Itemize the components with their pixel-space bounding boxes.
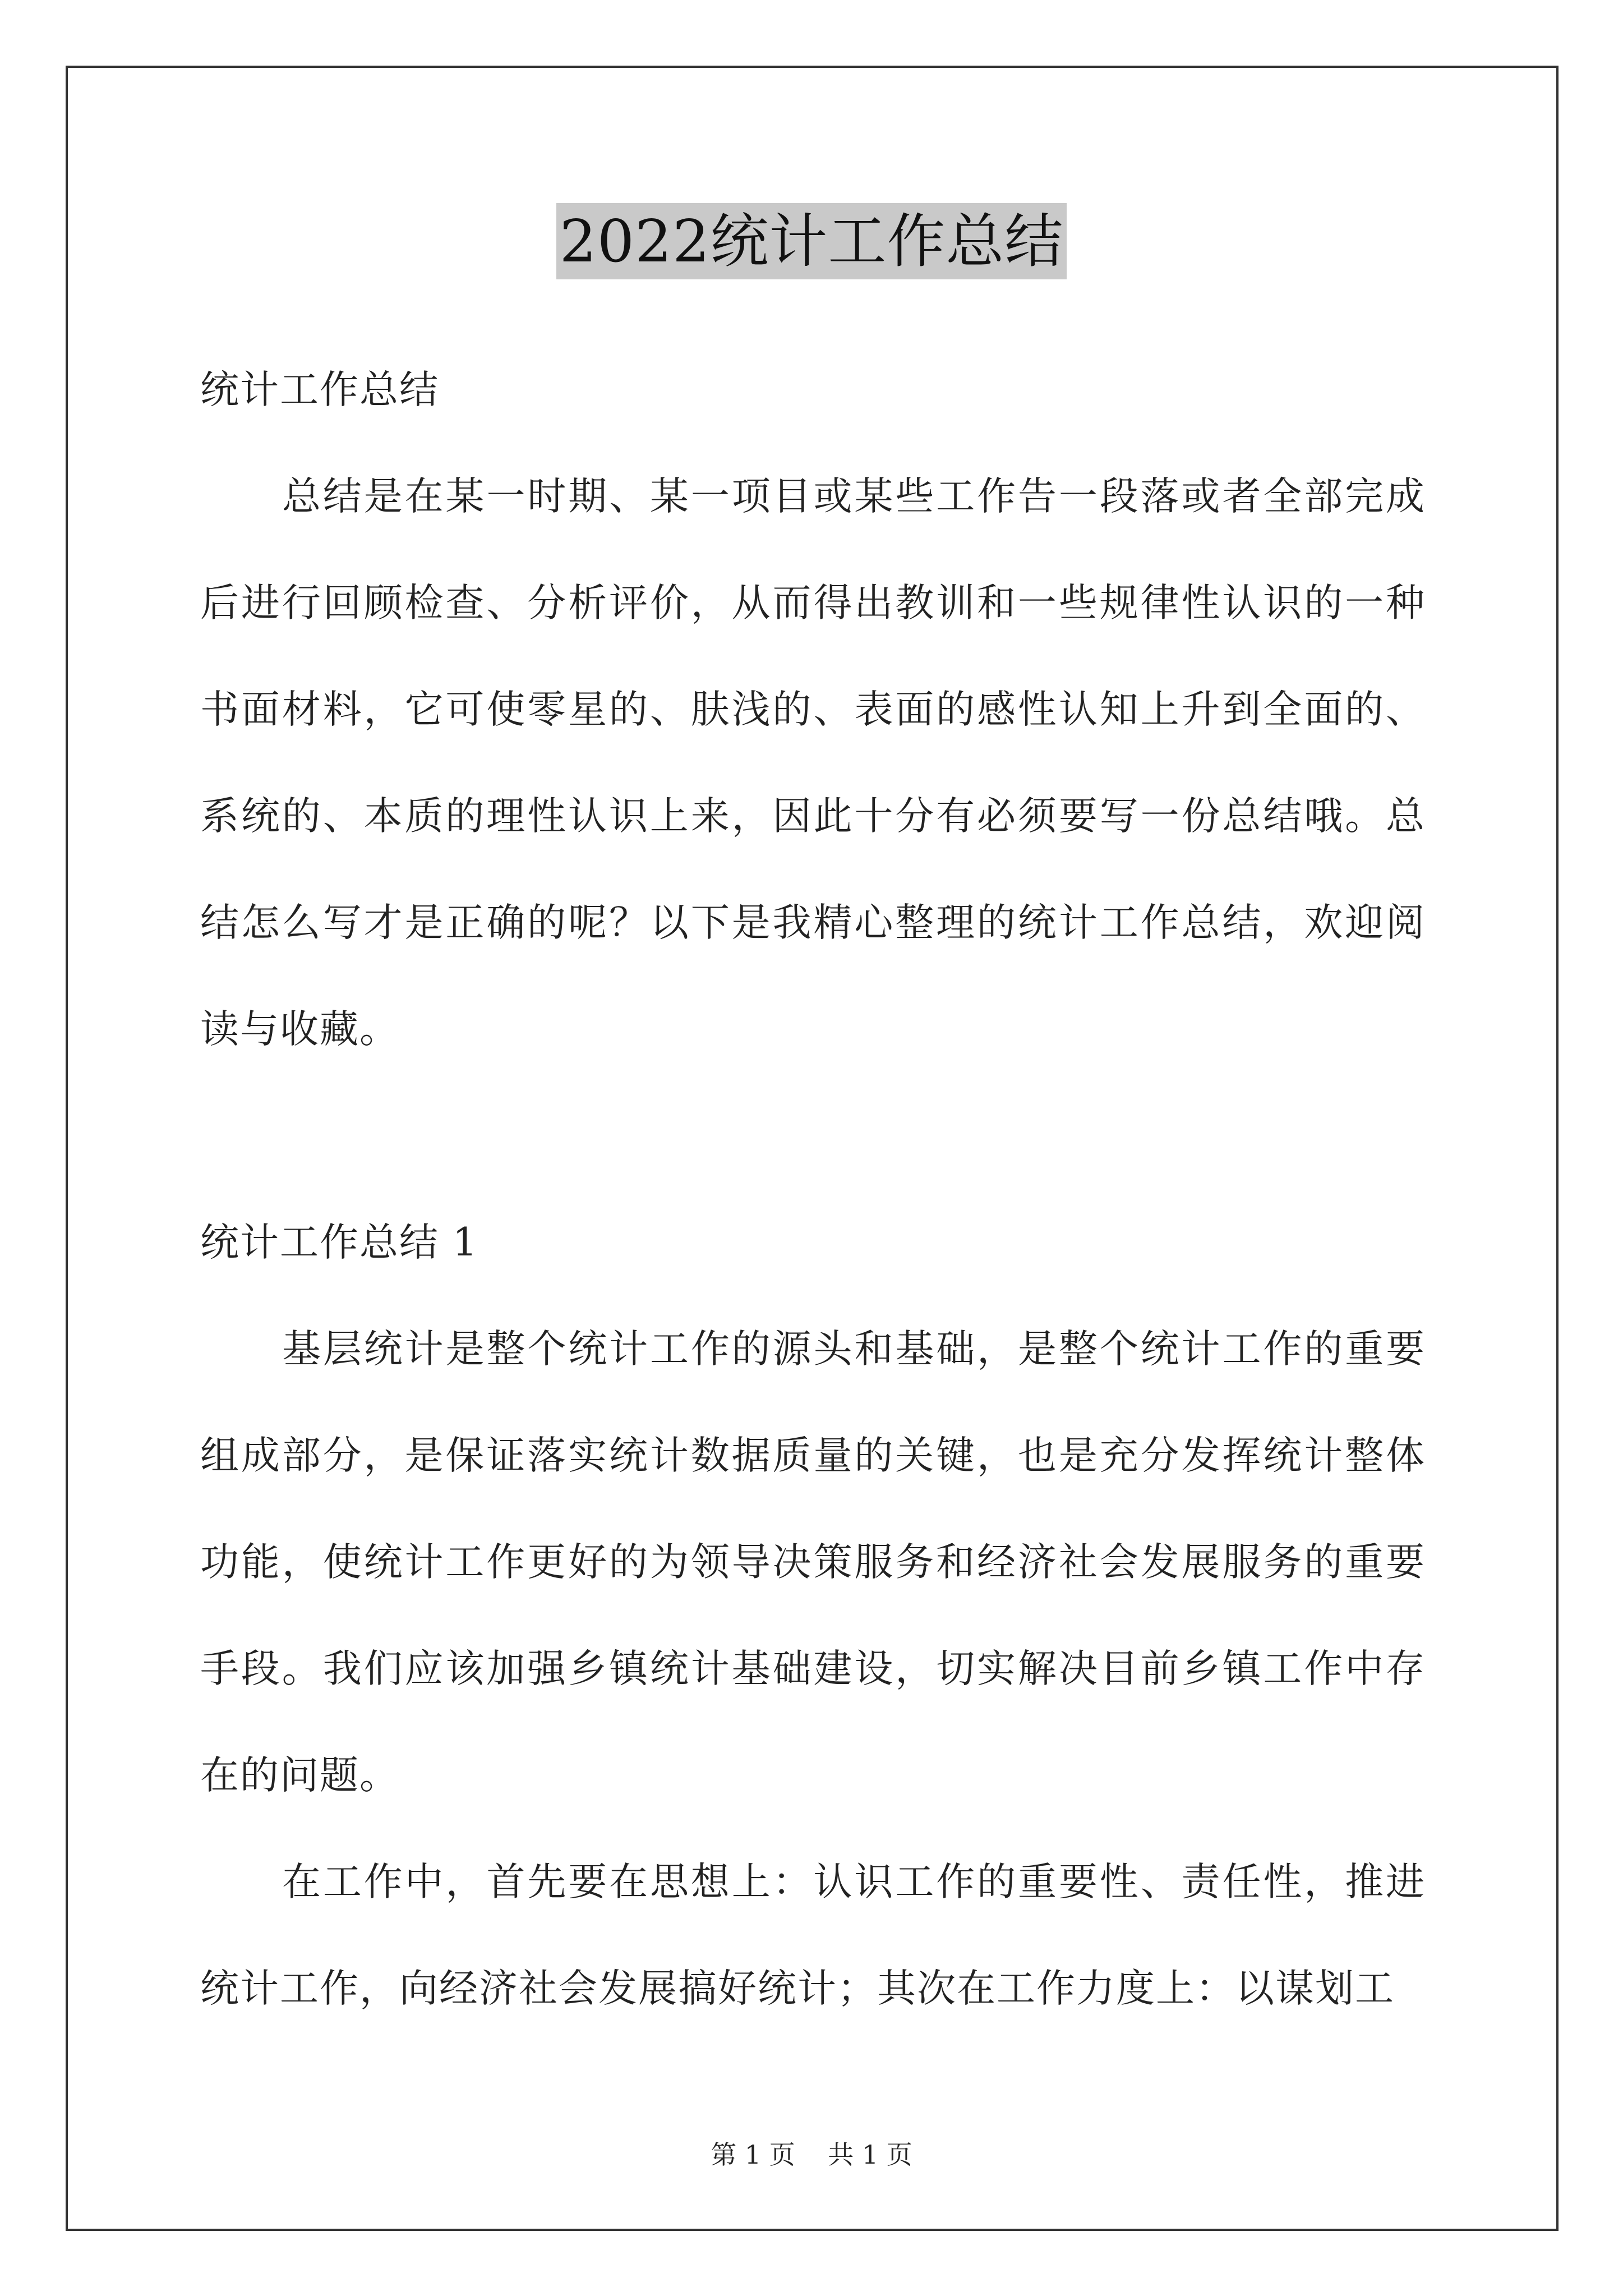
document-body [200,337,1426,2042]
document-title: 2022统计工作总结 [556,203,1067,279]
body-paragraph: 基层统计是整个统计工作的源头和基础，是整个统计工作的重要组成部分，是保证落实统计数据质量的关键，也是充分发挥统计整体功能，使统计工作更好的为领导决策服务和经济社会发展服务的重要手段。我们应该加强乡镇统计基础建设，切实解决目前乡镇工作中存在的问题。 [200,1327,1426,1798]
section-spacer [200,1083,1426,1189]
page-footer: 第 1 页 共 1 页 [711,2139,912,2170]
body-paragraph: 总结是在某一时期、某一项目或某些工作告一段落或者全部完成后进行回顾检查、分析评价，从而得出教训和一些规律性认识的一种书面材料，它可使零星的、肤浅的、表面的感性认知上升到全面的、系统的、本质的理性认识上来，因此十分有必须要写一份总结哦。总结怎么写才是正确的呢？以下是我精心整理的统计工作总结，欢迎阅读与收藏。 [200,474,1426,1052]
title-block [0,203,1623,279]
body-paragraph: 在工作中，首先要在思想上：认识工作的重要性、责任性，推进统计工作，向经济社会发展搞好统计；其次在工作力度上：以谋划工 [200,1860,1426,2011]
section-heading: 统计工作总结 [200,367,439,412]
section-heading: 统计工作总结 1 [200,1220,478,1265]
